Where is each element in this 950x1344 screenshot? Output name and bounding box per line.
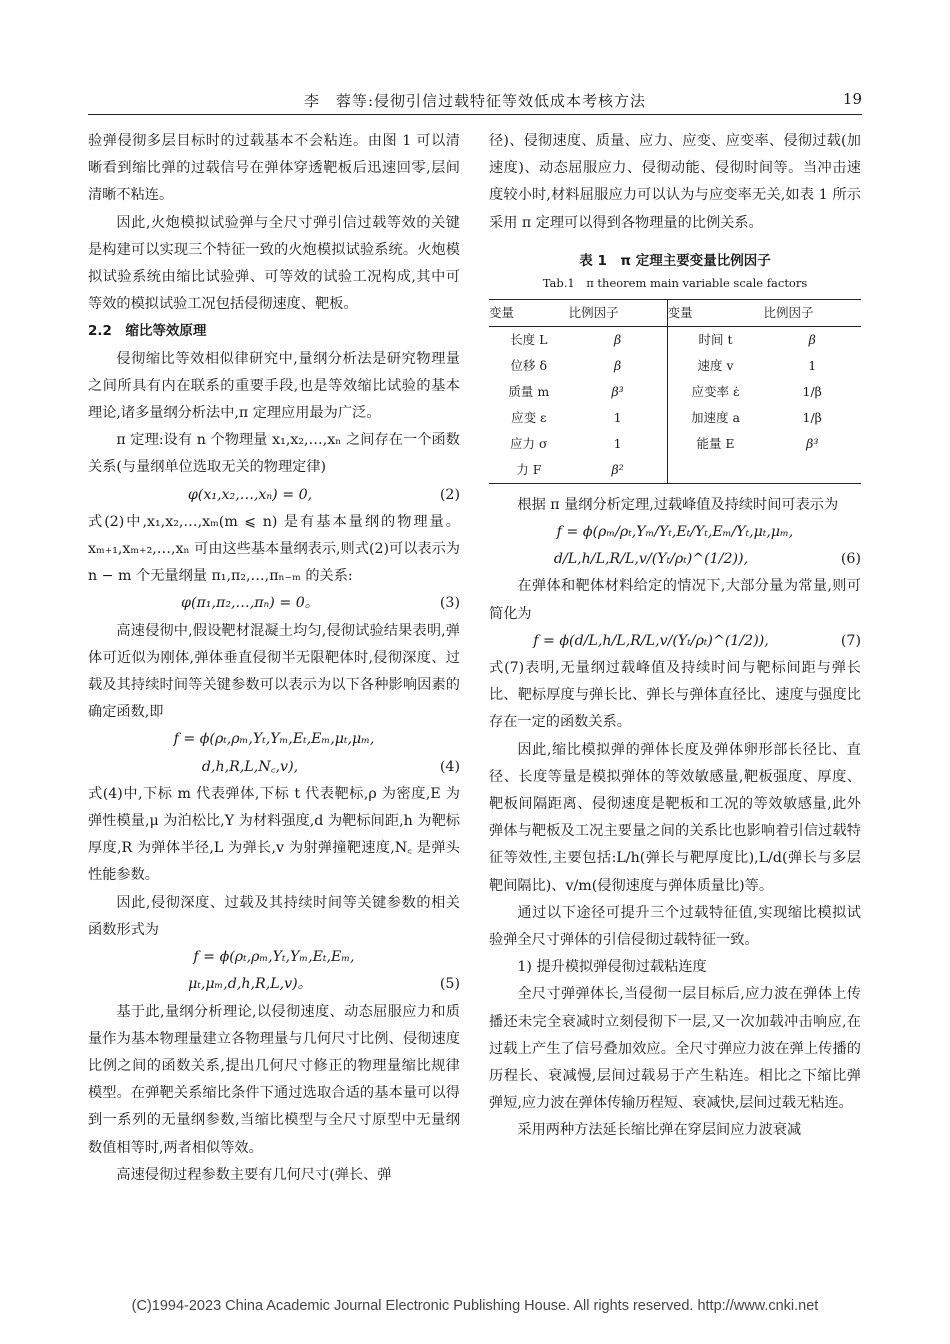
- paragraph: 式(2)中,x₁,x₂,…,xₘ(m ⩽ n) 是有基本量纲的物理量。xₘ₊₁,xₘ₊₂,…,xₙ 可由这些基本量纲表示,则式(2)可以表示为 n − m 个无量纲量 π₁,π₂,…,πₙ₋ₘ 的关系:: [88, 513, 460, 585]
- equation-body: φ(π₁,π₂,…,πₙ) = 0。: [181, 595, 319, 612]
- equation-body: d,h,R,L,N꜀,v),: [201, 758, 299, 775]
- table-cell: β³: [611, 383, 624, 399]
- equation-2: [88, 482, 460, 509]
- copyright-footer: (C)1994-2023 China Academic Journal Electronic Publishing House. All rights reserved. http://www.cnki.net: [131, 1298, 819, 1314]
- running-header: [88, 88, 862, 115]
- paragraph: 高速侵彻中,假设靶材混凝土均匀,侵彻试验结果表明,弹体可近似为刚体,弹体垂直侵彻半无限靶体时,侵彻深度、过载及其持续时间等关键参数可以表示为以下各种影响因素的确定函数,即: [88, 622, 460, 721]
- paragraph: 式(4)中,下标 m 代表弹体,下标 t 代表靶标,ρ 为密度,E 为弹性模量,μ 为泊松比,Y 为材料强度,d 为靶标间距,h 为靶标厚度,R 为弹体半径,L 为弹长,v 为射弹撞靶速度,N꜀ 是弹头性能参数。: [88, 785, 460, 884]
- equation-3: [88, 590, 460, 617]
- paragraph: 高速侵彻过程参数主要有几何尺寸(弹长、弹: [116, 1166, 392, 1183]
- table-cell: 应变 ε: [511, 409, 547, 425]
- left-column: [88, 128, 460, 1189]
- table-row: [489, 353, 861, 379]
- equation-number: (2): [439, 486, 460, 503]
- table-cell: [667, 457, 763, 484]
- paragraph: π 定理:设有 n 个物理量 x₁,x₂,…,xₙ 之间存在一个函数关系(与量纲单位选取无关的物理定律): [88, 432, 460, 476]
- table-cell: β: [613, 357, 622, 373]
- list-heading: 1) 提升模拟弹侵彻过载粘连度: [517, 959, 707, 976]
- paragraph: 因此,火炮模拟试验弹与全尺寸弹引信过载等效的关键是构建可以实现三个特征一致的火炮模拟试验系统。火炮模拟试验系统由缩比试验弹、可等效的试验工况构成,其中可等效的模拟试验工况包括侵彻速度、靶板。: [88, 214, 460, 313]
- paragraph: 全尺寸弹弹体长,当侵彻一层目标后,应力波在弹体上传播还未完全衰减时立刻侵彻下一层,又一次加载冲击响应,在过载上产生了信号叠加效应。全尺寸弹应力波在弹上传播的历程长、衰减慢,层间过载易于产生粘连。相比之下缩比弹弹短,应力波在弹体传输历程短、衰减快,层间过载无粘连。: [489, 986, 861, 1112]
- table-header: 比例因子: [763, 299, 861, 326]
- scale-factor-table: [489, 299, 861, 484]
- right-column: [489, 128, 861, 1145]
- equation-number: (6): [840, 551, 861, 568]
- table-cell: 1: [613, 435, 622, 451]
- running-title: 李 蓉等:侵彻引信过载特征等效低成本考核方法: [303, 92, 647, 110]
- section-heading: [88, 318, 460, 345]
- section-title: 缩比等效原理: [125, 323, 207, 340]
- table-cell: 1/β: [802, 409, 822, 425]
- table-caption-zh: 表 1 π 定理主要变量比例因子: [579, 252, 771, 269]
- paragraph: 基于此,量纲分析理论,以侵彻速度、动态屈服应力和质量作为基本物理量建立各物理量与几何尺寸比例、侵彻速度比例之间的函数关系,提出几何尺寸修正的物理量缩比规律模型。在弹靶关系缩比条件下通过选取合适的基本量可以得到一系列的无量纲参数,当缩比模型与全尺寸原型中无量纲数值相等时,两者相似等效。: [88, 1003, 460, 1156]
- equation-body: μₜ,μₘ,d,h,R,L,v)。: [188, 976, 312, 993]
- equation-number: (7): [840, 632, 861, 649]
- table-cell: 质量 m: [508, 383, 550, 399]
- table-row: [489, 379, 861, 405]
- table-header: 变量: [667, 299, 763, 326]
- table-row: [489, 431, 861, 457]
- table-cell: 加速度 a: [667, 405, 763, 431]
- page-number: 19: [842, 90, 862, 108]
- paragraph: 式(7)表明,无量纲过载峰值及持续时间与靶标间距与弹长比、靶标厚度与弹长比、弹长与弹体直径比、速度与强度比存在一定的函数关系。: [489, 660, 861, 731]
- table-cell: 速度 v: [667, 353, 763, 379]
- equation-number: (4): [439, 758, 460, 775]
- table-cell: 能量 E: [667, 431, 763, 457]
- table-row: [489, 405, 861, 431]
- equation-body: f = ϕ(d/L,h/L,R/L,v/(Yₜ/ρₜ)^(1/2)),: [533, 632, 769, 649]
- section-number: 2.2: [88, 323, 112, 340]
- table-cell: [763, 457, 861, 484]
- paragraph: 径)、侵彻速度、质量、应力、应变、应变率、侵彻过载(加速度)、动态屈服应力、侵彻动能、侵彻时间等。当冲击速度较小时,材料屈服应力可以认为与应变率无关,如表 1 所示采用 π 定理可以得到各物理量的比例关系。: [489, 133, 861, 231]
- paragraph: 侵彻缩比等效相似律研究中,量纲分析法是研究物理量之间所具有内在联系的重要手段,也是等效缩比试验的基本理论,诸多量纲分析法中,π 定理应用最为广泛。: [88, 350, 460, 422]
- table-cell: β³: [806, 435, 819, 451]
- equation-6: [489, 546, 861, 573]
- table-cell: β: [808, 331, 816, 347]
- table-header: 比例因子: [569, 299, 667, 326]
- table-cell: 应力 σ: [510, 435, 548, 451]
- table-row: [489, 326, 861, 353]
- table-cell: β: [613, 331, 622, 347]
- equation-5: [88, 971, 460, 998]
- table-cell: 1: [613, 409, 622, 425]
- equation-number: (3): [439, 595, 460, 612]
- table-caption-en: Tab.1 π theorem main variable scale factors: [542, 275, 808, 290]
- table-header: 变量: [489, 299, 569, 326]
- paragraph: 因此,缩比模拟弹的弹体长度及弹体卵形部长径比、直径、长度等量是模拟弹体的等效敏感量,靶板强度、厚度、靶板间隔距离、侵彻速度是靶板和工况的等效敏感量,此外弹体与靶板及工况主要量之间的关系比也影响着引信过载特征等效性,主要包括:L/h(弹长与靶厚度比),L/d(弹长与多层靶间隔比)、v/m(侵彻速度与弹体质量比)等。: [489, 741, 861, 894]
- paragraph: 根据 π 量纲分析定理,过载峰值及持续时间可表示为: [517, 496, 839, 513]
- equation-6-line-1: f = ϕ(ρₘ/ρₜ,Yₘ/Yₜ,Eₜ/Yₜ,Eₘ/Yₜ,μₜ,μₘ,: [556, 524, 794, 541]
- paragraph: 在弹体和靶体材料给定的情况下,大部分量为常量,则可简化为: [489, 578, 861, 622]
- table-cell: 位移 δ: [510, 357, 548, 373]
- equation-4-line-1: f = ϕ(ρₜ,ρₘ,Yₜ,Yₘ,Eₜ,Eₘ,μₜ,μₘ,: [173, 731, 375, 748]
- table-cell: 1: [808, 357, 817, 373]
- equation-7: [489, 628, 861, 655]
- equation-number: (5): [439, 976, 460, 993]
- paragraph: 采用两种方法延长缩比弹在穿层间应力波衰减: [517, 1122, 802, 1139]
- paragraph: 通过以下途径可提升三个过载特征值,实现缩比模拟试验弹全尺寸弹体的引信侵彻过载特征一致。: [489, 904, 861, 949]
- table-row: [489, 457, 861, 484]
- equation-4: [88, 754, 460, 781]
- table-cell: 时间 t: [667, 326, 763, 353]
- paragraph: 因此,侵彻深度、过载及其持续时间等关键参数的相关函数形式为: [88, 894, 460, 938]
- table-cell: 长度 L: [510, 331, 548, 347]
- table-cell: 应变率 ε̇: [667, 379, 763, 405]
- equation-body: φ(x₁,x₂,…,xₙ) = 0,: [187, 486, 313, 503]
- table-cell: 力 F: [489, 457, 569, 484]
- equation-body: d/L,h/L,R/L,v/(Yₜ/ρₜ)^(1/2)),: [553, 551, 749, 568]
- table-cell: β²: [569, 457, 667, 484]
- equation-5-line-1: f = ϕ(ρₜ,ρₘ,Yₜ,Yₘ,Eₜ,Eₘ,: [193, 949, 355, 966]
- paragraph: 验弹侵彻多层目标时的过载基本不会粘连。由图 1 可以清晰看到缩比弹的过载信号在弹体穿透靶板后迅速回零,层间清晰不粘连。: [88, 133, 460, 204]
- table-cell: 1/β: [802, 383, 822, 399]
